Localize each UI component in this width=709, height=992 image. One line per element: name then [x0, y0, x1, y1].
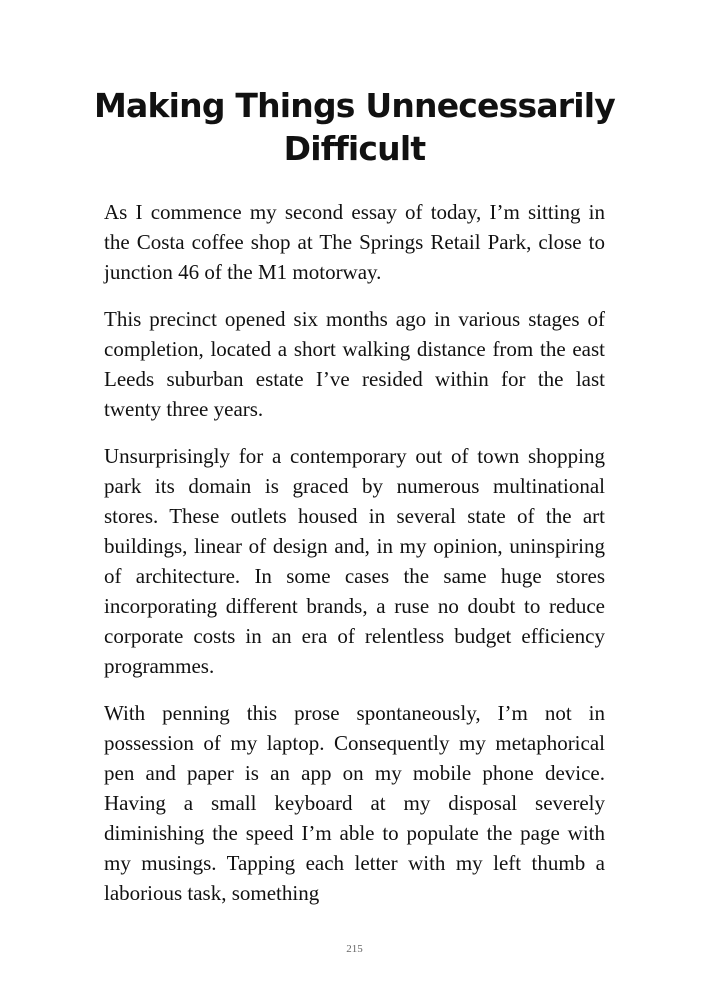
paragraph: This precinct opened six months ago in various stages of completion, located a short walking distance from the east Leeds suburban estate I’ve resided within for the last twenty three years.: [104, 307, 605, 421]
paragraph: Unsurprisingly for a contemporary out of town shopping park its domain is graced by numerous multinational stores. These outlets housed in several state of the art buildings, linear of design and, in my opinion, uninspiring of architecture. In some cases the same huge stores incorporating different brands, a ruse no doubt to reduce corporate costs in an era of relentless budget efficiency programmes.: [104, 444, 605, 678]
chapter-title: Making Things Unnecessarily Difficult: [94, 86, 615, 168]
paragraph: As I commence my second essay of today, I’m sitting in the Costa coffee shop at The Springs Retail Park, close to junction 46 of the M1 motorway.: [104, 200, 605, 284]
paragraph: With penning this prose spontaneously, I’m not in possession of my laptop. Consequently my metaphorical pen and paper is an app on my mobile phone device. Having a small keyboard at my disposal severely diminishing the speed I’m able to populate the page with my musings. Tapping each letter with my left thumb a laborious task, something: [104, 701, 605, 905]
page-number: 215: [346, 943, 363, 955]
chapter-body: [104, 197, 605, 925]
